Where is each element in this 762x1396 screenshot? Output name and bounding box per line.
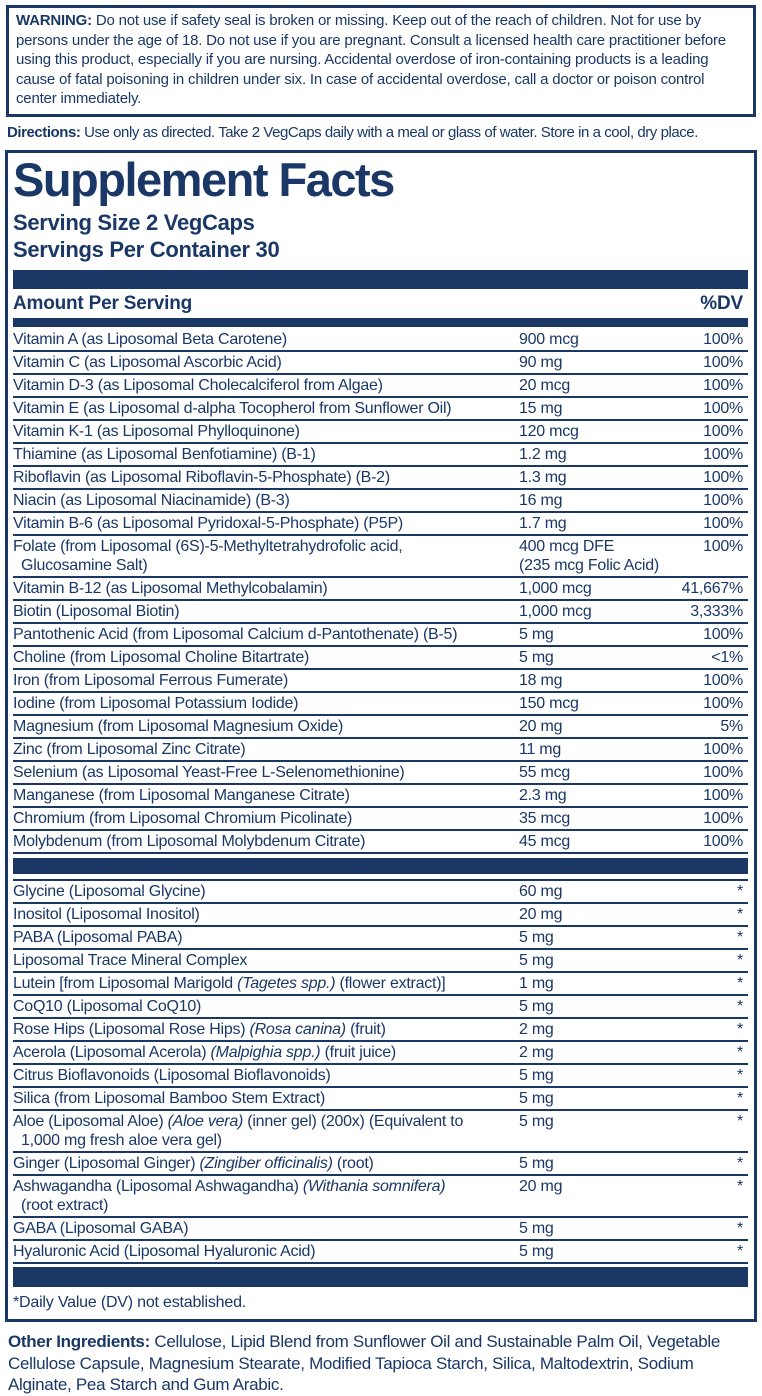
ingredient-dv: 100% bbox=[703, 400, 743, 417]
table-row bbox=[13, 693, 748, 716]
ingredient-dv: * bbox=[737, 906, 743, 923]
ingredient-amount: 16 mg bbox=[519, 492, 563, 509]
ingredient-dv: <1% bbox=[711, 649, 743, 666]
ingredient-dv: 5% bbox=[720, 718, 743, 735]
ingredient-amount: 5 mg bbox=[519, 998, 554, 1015]
ingredient-dv: * bbox=[737, 883, 743, 900]
table-row bbox=[13, 490, 748, 513]
table-row bbox=[13, 1065, 748, 1088]
ingredient-amount: 5 mg bbox=[519, 1090, 554, 1107]
ingredient-dv: * bbox=[737, 998, 743, 1015]
ingredient-amount: 5 mg bbox=[519, 1067, 554, 1084]
table-row bbox=[13, 536, 748, 578]
table-row bbox=[13, 1153, 748, 1176]
table-row bbox=[13, 398, 748, 421]
servings-per-container: Servings Per Container 30 bbox=[13, 237, 280, 262]
table-row bbox=[13, 996, 748, 1019]
table-row bbox=[13, 808, 748, 831]
other-ingredients-label: Other Ingredients: bbox=[8, 1332, 150, 1351]
table-row bbox=[13, 881, 748, 904]
ingredient-dv: 100% bbox=[703, 810, 743, 827]
table-row bbox=[13, 513, 748, 536]
ingredient-dv: 100% bbox=[703, 764, 743, 781]
ingredient-amount: 45 mcg bbox=[519, 833, 570, 850]
table-row bbox=[13, 831, 748, 854]
ingredient-dv: 3,333% bbox=[690, 603, 743, 620]
warning-label: WARNING: bbox=[16, 12, 92, 29]
ingredient-dv: * bbox=[737, 1090, 743, 1107]
table-row bbox=[13, 578, 748, 601]
ingredient-dv: * bbox=[737, 1243, 743, 1260]
table-row bbox=[13, 762, 748, 785]
table-row bbox=[13, 352, 748, 375]
table-row bbox=[13, 444, 748, 467]
table-row bbox=[13, 1019, 748, 1042]
ingredient-name: Vitamin B-6 (as Liposomal Pyridoxal-5-Phosphate) (P5P) bbox=[13, 515, 403, 532]
ingredient-name: Citrus Bioflavonoids (Liposomal Bioflavonoids) bbox=[13, 1067, 331, 1084]
ingredient-dv: 100% bbox=[703, 469, 743, 486]
ingredient-name: Zinc (from Liposomal Zinc Citrate) bbox=[13, 741, 246, 758]
ingredient-dv: * bbox=[737, 1220, 743, 1237]
table-row bbox=[13, 739, 748, 762]
ingredient-amount: 1,000 mcg bbox=[519, 580, 592, 597]
warning-text: WARNING: Do not use if safety seal is broken or missing. Keep out of the reach of children. Not for use by persons under the age of 18. Do not use if you are pregnant. Consult a licensed health care practitioner before using this product, especially if you are nursing. Accidental overdose of iron-containing products is a leading cause of fatal poisoning in children under six. In case of accidental overdose, call a doctor or poison control center immediately. bbox=[16, 12, 726, 107]
ingredient-amount: 15 mg bbox=[519, 400, 563, 417]
ingredient-name: Selenium (as Liposomal Yeast-Free L-Selenomethionine) bbox=[13, 764, 405, 781]
ingredient-name: Thiamine (as Liposomal Benfotiamine) (B-1) bbox=[13, 446, 316, 463]
ingredient-dv: * bbox=[737, 1021, 743, 1038]
table-row bbox=[13, 421, 748, 444]
table-row bbox=[13, 375, 748, 398]
ingredient-dv: 100% bbox=[703, 695, 743, 712]
ingredient-name: Magnesium (from Liposomal Magnesium Oxide) bbox=[13, 718, 344, 735]
table-row bbox=[13, 670, 748, 693]
ingredient-name: Niacin (as Liposomal Niacinamide) (B-3) bbox=[13, 492, 290, 509]
ingredient-dv: 100% bbox=[703, 515, 743, 532]
ingredient-amount: 2 mg bbox=[519, 1021, 554, 1038]
divider-bar-bottom bbox=[13, 1267, 748, 1287]
ingredient-amount: 35 mcg bbox=[519, 810, 570, 827]
dv-column-label: %DV bbox=[700, 293, 743, 314]
ingredient-name: Ashwagandha (Liposomal Ashwagandha) (Withania somnifera) (root extract) bbox=[13, 1178, 446, 1214]
ingredient-dv: 100% bbox=[703, 377, 743, 394]
table-row bbox=[13, 329, 748, 352]
ingredient-name: Acerola (Liposomal Acerola) (Malpighia spp.) (fruit juice) bbox=[13, 1044, 396, 1061]
table-row bbox=[13, 927, 748, 950]
ingredient-dv: 100% bbox=[703, 492, 743, 509]
ingredient-amount: 900 mcg bbox=[519, 331, 579, 348]
ingredient-name: Vitamin C (as Liposomal Ascorbic Acid) bbox=[13, 354, 282, 371]
ingredient-name: Biotin (Liposomal Biotin) bbox=[13, 603, 180, 620]
ingredient-name: Molybdenum (from Liposomal Molybdenum Citrate) bbox=[13, 833, 366, 850]
ingredient-amount: 20 mg bbox=[519, 1178, 563, 1195]
other-ingredients: Other Ingredients: Cellulose, Lipid Blend from Sunflower Oil and Sustainable Palm Oil, Vegetable Cellulose Capsule, Magnesium Stearate, Modified Tapioca Starch, Silica, Maltodextrin, Sodium Alginate, Pea Starch and Gum Arabic. bbox=[8, 1332, 721, 1394]
supplement-facts-panel bbox=[5, 150, 757, 1322]
table-row bbox=[13, 601, 748, 624]
ingredient-dv: 100% bbox=[703, 354, 743, 371]
ingredient-name: Hyaluronic Acid (Liposomal Hyaluronic Acid) bbox=[13, 1243, 316, 1260]
ingredient-amount: 1.2 mg bbox=[519, 446, 567, 463]
ingredient-name: Iron (from Liposomal Ferrous Fumerate) bbox=[13, 672, 289, 689]
ingredient-dv: 100% bbox=[703, 672, 743, 689]
ingredient-dv: 100% bbox=[703, 833, 743, 850]
ingredient-name: Vitamin D-3 (as Liposomal Cholecalciferol from Algae) bbox=[13, 377, 383, 394]
ingredient-amount: 20 mg bbox=[519, 906, 563, 923]
ingredient-name: Vitamin B-12 (as Liposomal Methylcobalamin) bbox=[13, 580, 328, 597]
ingredient-name: Ginger (Liposomal Ginger) (Zingiber officinalis) (root) bbox=[13, 1155, 374, 1172]
ingredient-name: Inositol (Liposomal Inositol) bbox=[13, 906, 200, 923]
ingredient-name: Iodine (from Liposomal Potassium Iodide) bbox=[13, 695, 299, 712]
ingredient-amount: 2 mg bbox=[519, 1044, 554, 1061]
table-row bbox=[13, 647, 748, 670]
table-row bbox=[13, 716, 748, 739]
ingredient-name: Liposomal Trace Mineral Complex bbox=[13, 952, 248, 969]
ingredient-name: Glycine (Liposomal Glycine) bbox=[13, 883, 206, 900]
ingredient-amount: 150 mcg bbox=[519, 695, 579, 712]
ingredient-dv: 100% bbox=[703, 423, 743, 440]
ingredient-amount: 5 mg bbox=[519, 649, 554, 666]
table-header bbox=[13, 289, 748, 318]
ingredient-amount: 5 mg bbox=[519, 626, 554, 643]
ingredient-amount: 120 mcg bbox=[519, 423, 579, 440]
table-row bbox=[13, 785, 748, 808]
ingredient-dv: * bbox=[737, 1155, 743, 1172]
ingredient-name: Lutein [from Liposomal Marigold (Tagetes spp.) (flower extract)] bbox=[13, 975, 446, 992]
ingredient-dv: * bbox=[737, 952, 743, 969]
ingredient-name: Chromium (from Liposomal Chromium Picolinate) bbox=[13, 810, 353, 827]
ingredient-dv: * bbox=[737, 1178, 743, 1195]
ingredient-name: Silica (from Liposomal Bamboo Stem Extract) bbox=[13, 1090, 326, 1107]
ingredient-name: Choline (from Liposomal Choline Bitartrate) bbox=[13, 649, 310, 666]
ingredient-dv: 100% bbox=[703, 538, 743, 555]
table-row bbox=[13, 1111, 748, 1153]
warning-box bbox=[6, 5, 756, 117]
table-row bbox=[13, 1176, 748, 1218]
ingredient-amount: 5 mg bbox=[519, 1113, 554, 1130]
dv-footnote: *Daily Value (DV) not established. bbox=[13, 1294, 247, 1311]
ingredient-dv: * bbox=[737, 929, 743, 946]
table-row bbox=[13, 973, 748, 996]
directions-label: Directions: bbox=[7, 123, 81, 141]
divider-bar-middle bbox=[13, 858, 748, 874]
ingredient-amount: 5 mg bbox=[519, 929, 554, 946]
table-row bbox=[13, 904, 748, 927]
ingredient-amount: 20 mcg bbox=[519, 377, 570, 394]
ingredient-amount: 1.7 mg bbox=[519, 515, 567, 532]
directions-text: Directions: Use only as directed. Take 2 VegCaps daily with a meal or glass of water. Store in a cool, dry place. bbox=[7, 123, 698, 141]
ingredient-dv: 41,667% bbox=[681, 580, 743, 597]
ingredient-amount: 90 mg bbox=[519, 354, 563, 371]
divider-bar-header bbox=[13, 318, 748, 327]
ingredient-dv: * bbox=[737, 1067, 743, 1084]
ingredient-amount: 2.3 mg bbox=[519, 787, 567, 804]
ingredient-dv: 100% bbox=[703, 741, 743, 758]
ingredient-amount: 18 mg bbox=[519, 672, 563, 689]
ingredient-dv: 100% bbox=[703, 331, 743, 348]
ingredient-name: Vitamin K-1 (as Liposomal Phylloquinone) bbox=[13, 423, 300, 440]
ingredient-name: Riboflavin (as Liposomal Riboflavin-5-Phosphate) (B-2) bbox=[13, 469, 390, 486]
star-rows bbox=[13, 879, 748, 1264]
panel-title: Supplement Facts bbox=[13, 153, 394, 206]
ingredient-name: Vitamin A (as Liposomal Beta Carotene) bbox=[13, 331, 287, 348]
ingredient-name: CoQ10 (Liposomal CoQ10) bbox=[13, 998, 202, 1015]
serving-size: Serving Size 2 VegCaps bbox=[13, 210, 255, 235]
ingredient-name: Folate (from Liposomal (6S)-5-Methyltetrahydrofolic acid, Glucosamine Salt) bbox=[13, 538, 403, 574]
amount-per-serving-label: Amount Per Serving bbox=[13, 293, 193, 314]
ingredient-dv: 100% bbox=[703, 446, 743, 463]
ingredient-name: GABA (Liposomal GABA) bbox=[13, 1220, 189, 1237]
table-row bbox=[13, 1042, 748, 1065]
ingredient-amount: 5 mg bbox=[519, 952, 554, 969]
ingredient-name: Rose Hips (Liposomal Rose Hips) (Rosa canina) (fruit) bbox=[13, 1021, 386, 1038]
ingredient-amount: 11 mg bbox=[519, 741, 562, 758]
ingredient-amount: 1 mg bbox=[519, 975, 554, 992]
table-row bbox=[13, 1241, 748, 1264]
ingredient-amount: 1.3 mg bbox=[519, 469, 567, 486]
ingredient-amount: 60 mg bbox=[519, 883, 563, 900]
table-row bbox=[13, 624, 748, 647]
divider-bar-top bbox=[13, 270, 748, 289]
table-row bbox=[13, 1218, 748, 1241]
ingredient-amount: 5 mg bbox=[519, 1243, 554, 1260]
dv-rows bbox=[13, 327, 748, 854]
ingredient-name: Pantothenic Acid (from Liposomal Calcium d-Pantothenate) (B-5) bbox=[13, 626, 458, 643]
ingredient-name: PABA (Liposomal PABA) bbox=[13, 929, 183, 946]
ingredient-amount: 20 mg bbox=[519, 718, 563, 735]
ingredient-dv: * bbox=[737, 975, 743, 992]
ingredient-dv: 100% bbox=[703, 787, 743, 804]
ingredient-dv: * bbox=[737, 1113, 743, 1130]
ingredient-dv: * bbox=[737, 1044, 743, 1061]
table-row bbox=[13, 467, 748, 490]
ingredient-name: Manganese (from Liposomal Manganese Citrate) bbox=[13, 787, 350, 804]
ingredient-amount: 1,000 mcg bbox=[519, 603, 592, 620]
table-row bbox=[13, 1088, 748, 1111]
ingredient-amount: 5 mg bbox=[519, 1220, 554, 1237]
ingredient-amount: 400 mcg DFE (235 mcg Folic Acid) bbox=[519, 538, 659, 574]
ingredient-dv: 100% bbox=[703, 626, 743, 643]
ingredient-amount: 55 mcg bbox=[519, 764, 570, 781]
ingredient-name: Aloe (Liposomal Aloe) (Aloe vera) (inner gel) (200x) (Equivalent to 1,000 mg fresh aloe vera gel) bbox=[13, 1113, 464, 1149]
ingredient-name: Vitamin E (as Liposomal d-alpha Tocopherol from Sunflower Oil) bbox=[13, 400, 452, 417]
table-row bbox=[13, 950, 748, 973]
ingredient-amount: 5 mg bbox=[519, 1155, 554, 1172]
